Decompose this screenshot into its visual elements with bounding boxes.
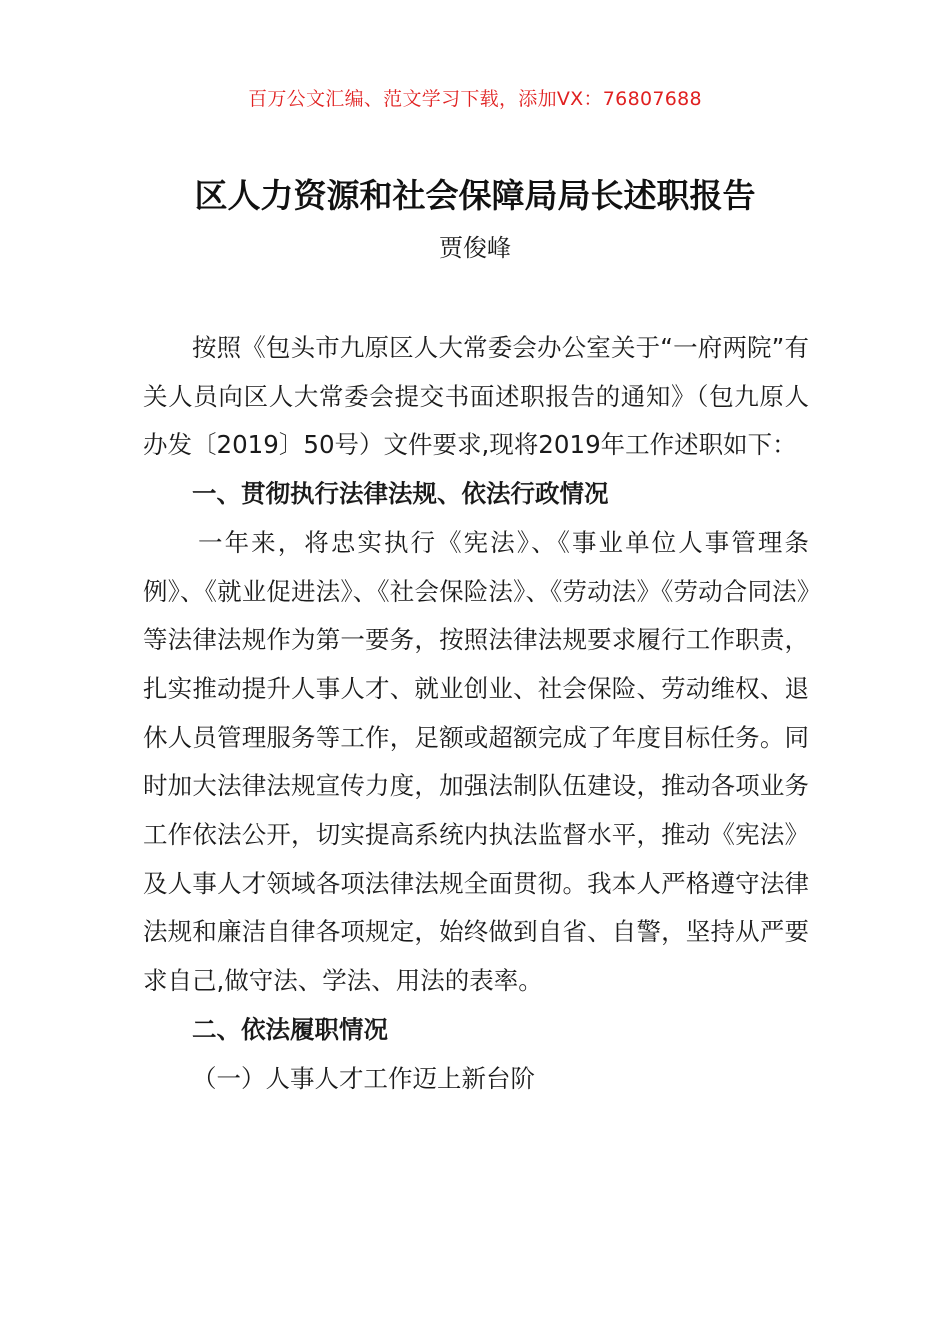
- section-2-subheading-1: （一）人事人才工作迈上新台阶: [192, 1063, 535, 1093]
- header-watermark-note: 百万公文汇编、范文学习下载，添加VX：76807688: [248, 88, 702, 110]
- document-title: 区人力资源和社会保障局局长述职报告: [194, 176, 756, 215]
- intro-paragraph: 按照《包头市九原区人大常委会办公室关于“一府两院”有关人员向区人大常委会提交书面述职报告的通知》（包九原人办发〔2019〕50号）文件要求,现将2019年工作述职如下：: [143, 333, 809, 460]
- document-author: 贾俊峰: [439, 234, 511, 262]
- section-1-heading: 一、贯彻执行法律法规、依法行政情况: [192, 479, 609, 509]
- document-body: [143, 324, 809, 1103]
- section-1-paragraph: 一年来，将忠实执行《宪法》、《事业单位人事管理条例》、《就业促进法》、《社会保险法》、《劳动法》《劳动合同法》等法律法规作为第一要务，按照法律法规要求履行工作职责，扎实推动提升人事人才、就业创业、社会保险、劳动维权、退休人员管理服务等工作，足额或超额完成了年度目标任务。同时加大法律法规宣传力度，加强法制队伍建设，推动各项业务工作依法公开，切实提高系统内执法监督水平，推动《宪法》及人事人才领域各项法律法规全面贯彻。我本人严格遵守法律法规和廉洁自律各项规定，始终做到自省、自警，坚持从严要求自己,做守法、学法、用法的表率。: [143, 527, 809, 996]
- section-2-heading: 二、依法履职情况: [192, 1014, 388, 1044]
